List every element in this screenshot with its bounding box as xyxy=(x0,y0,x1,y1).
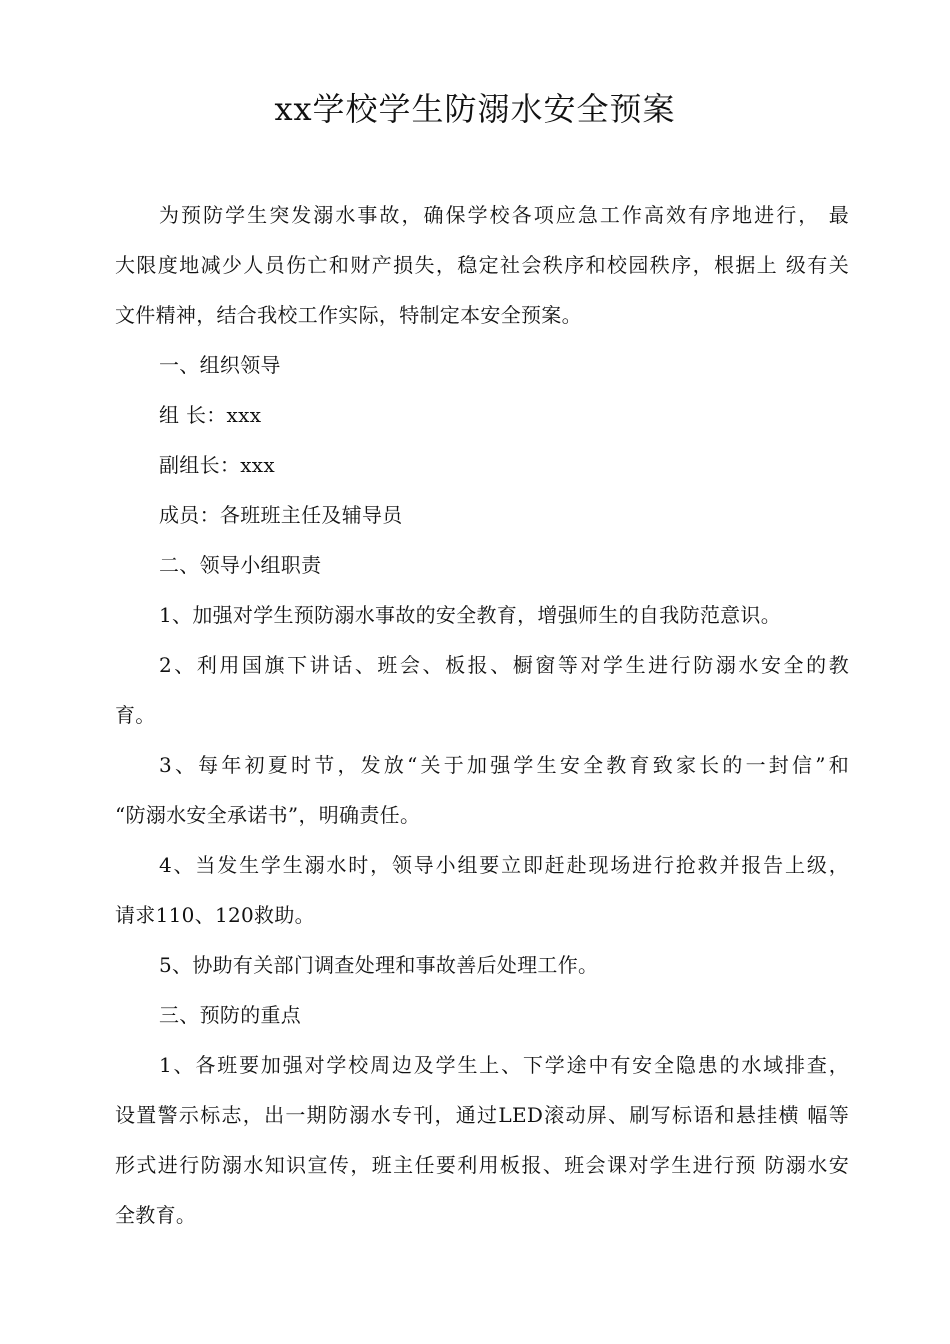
paragraph-line: 3、每年初夏时节，发放“关于加强学生安全教育致家长的一封信”和 xyxy=(159,753,849,777)
paragraph-line: 4、当发生学生溺水时，领导小组要立即赶赴现场进行抢救并报告上级， xyxy=(159,853,849,877)
paragraph-line: “防溺水安全承诺书”，明确责任。 xyxy=(115,803,421,827)
paragraph-line: 2、利用国旗下讲话、班会、板报、橱窗等对学生进行防溺水安全的教 xyxy=(159,653,849,677)
paragraph-line: 副组长：xxx xyxy=(159,453,275,477)
section-heading: 一、组织领导 xyxy=(159,353,281,377)
paragraph-line: 为预防学生突发溺水事故，确保学校各项应急工作高效有序地进行， 最 xyxy=(159,203,849,227)
section-heading: 二、领导小组职责 xyxy=(159,553,322,577)
paragraph-line: 育。 xyxy=(115,703,156,727)
document-body xyxy=(115,190,849,1240)
paragraph-line: 成员：各班班主任及辅导员 xyxy=(159,503,403,527)
paragraph-line: 全教育。 xyxy=(115,1203,197,1227)
section-heading: 三、预防的重点 xyxy=(159,1003,302,1027)
paragraph-line: 组 长：xxx xyxy=(159,403,262,427)
paragraph-line: 形式进行防溺水知识宣传，班主任要利用板报、班会课对学生进行预 防溺水安 xyxy=(115,1153,849,1177)
paragraph-line: 请求110、120救助。 xyxy=(115,903,315,927)
paragraph-line: 5、协助有关部门调查处理和事故善后处理工作。 xyxy=(159,953,599,977)
paragraph-line: 1、各班要加强对学校周边及学生上、下学途中有安全隐患的水域排查， xyxy=(159,1053,849,1077)
paragraph-line: 1、加强对学生预防溺水事故的安全教育，增强师生的自我防范意识。 xyxy=(159,603,782,627)
document-title: xx学校学生防溺水安全预案 xyxy=(274,90,676,128)
paragraph-line: 文件精神，结合我校工作实际，特制定本安全预案。 xyxy=(115,303,582,327)
paragraph-line: 设置警示标志，出一期防溺水专刊，通过LED滚动屏、刷写标语和悬挂横 幅等 xyxy=(115,1103,849,1127)
paragraph-line: 大限度地减少人员伤亡和财产损失，稳定社会秩序和校园秩序，根据上 级有关 xyxy=(115,253,849,277)
